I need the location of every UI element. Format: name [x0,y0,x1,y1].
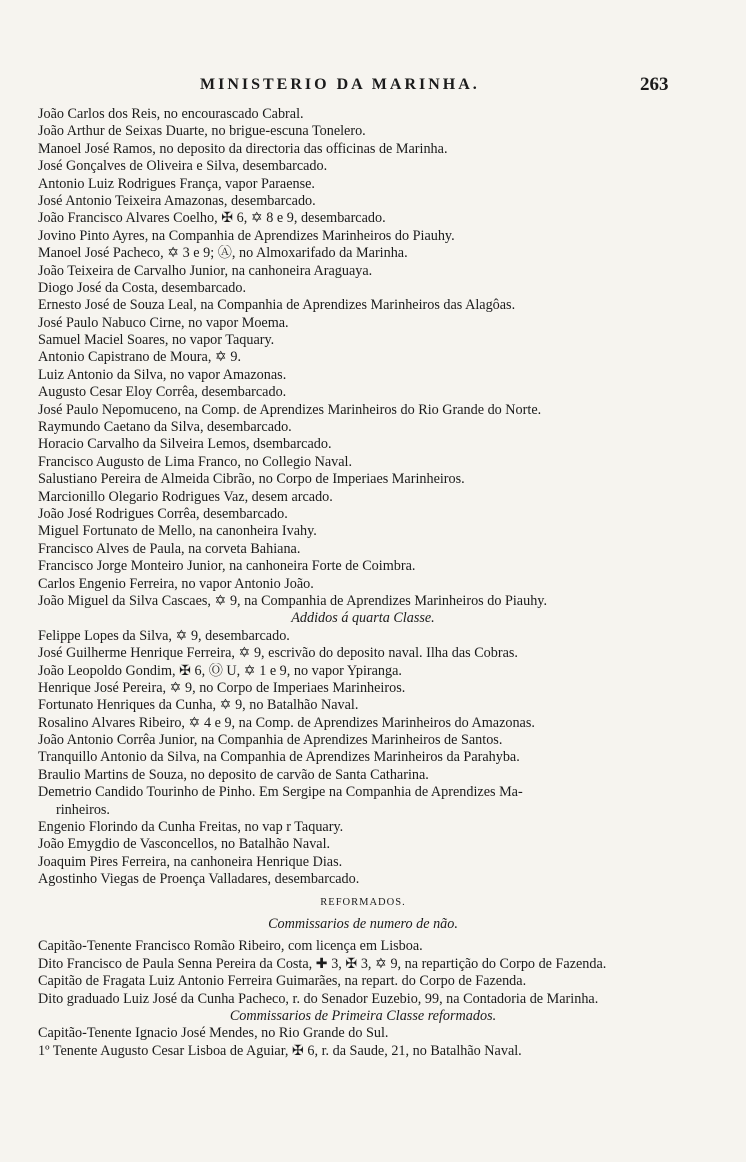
list-item: Capitão-Tenente Ignacio José Mendes, no Rio Grande do Sul. [38,1025,389,1042]
list-item: Raymundo Caetano da Silva, desembarcado. [38,419,292,436]
list-item: Dito Francisco de Paula Senna Pereira da Costa, ✚ 3, ✠ 3, ✡ 9, na repartição do Corpo de Fazenda. [38,955,607,972]
list-item: José Paulo Nabuco Cirne, no vapor Moema. [38,314,289,331]
list-item: Manoel José Pacheco, ✡ 3 e 9; Ⓐ, no Almoxarifado da Marinha. [38,245,408,262]
list-item: Capitão de Fragata Luiz Antonio Ferreira Guimarães, na repart. do Corpo de Fazenda. [38,973,527,990]
list-item: Antonio Luiz Rodrigues França, vapor Paraense. [38,175,315,192]
list-item: Samuel Maciel Soares, no vapor Taquary. [38,332,275,349]
list-item: João Antonio Corrêa Junior, na Companhia de Aprendizes Marinheiros de Santos. [38,732,503,749]
list-item: Luiz Antonio da Silva, no vapor Amazonas. [38,366,287,383]
list-item: Francisco Alves de Paula, na corveta Bahiana. [38,540,301,557]
list-item: Manoel José Ramos, no deposito da directoria das officinas de Marinha. [38,140,448,157]
section-heading-primeira-classe: Commissarios de Primeira Classe reformados. [229,1007,497,1024]
officer-list-primeira-classe [38,1025,688,1060]
list-item: Francisco Jorge Monteiro Junior, na canhoneira Forte de Coimbra. [38,558,416,575]
section-heading-commissarios: Commissarios de numero de não. [268,915,458,932]
list-item: Augusto Cesar Eloy Corrêa, desembarcado. [38,384,287,401]
list-item: Braulio Martins de Souza, no deposito de carvão de Santa Catharina. [38,766,429,783]
list-item: Engenio Florindo da Cunha Freitas, no vap r Taquary. [38,819,344,836]
list-item: Dito graduado Luiz José da Cunha Pacheco, r. do Senador Euzebio, 99, na Contadoria de Marinha. [38,990,599,1007]
page-title: MINISTERIO DA MARINHA. [200,76,480,93]
list-item: Antonio Capistrano de Moura, ✡ 9. [38,349,241,366]
section-heading-reformados: REFORMADOS. [320,896,406,908]
list-item: Miguel Fortunato de Mello, na canonheira Ivahy. [38,523,317,540]
list-item: Francisco Augusto de Lima Franco, no Collegio Naval. [38,453,353,470]
page-number: 263 [640,74,669,95]
list-item: Tranquillo Antonio da Silva, na Companhia de Aprendizes Marinheiros da Parahyba. [38,749,520,766]
list-item: Capitão-Tenente Francisco Romão Ribeiro, com licença em Lisboa. [38,938,423,955]
list-item: Carlos Engenio Ferreira, no vapor Antonio João. [38,575,314,592]
officer-list-main [38,106,688,610]
list-item: José Paulo Nepomuceno, na Comp. de Aprendizes Marinheiros do Rio Grande do Norte. [38,401,542,418]
page-header [0,74,746,100]
list-item: José Antonio Teixeira Amazonas, desembarcado. [38,192,316,209]
list-item: João Emygdio de Vasconcellos, no Batalhão Naval. [38,836,331,853]
list-item: Joaquim Pires Ferreira, na canhoneira Henrique Dias. [38,853,343,870]
list-item: Marcionillo Olegario Rodrigues Vaz, desem arcado. [38,488,333,505]
list-item: João Teixeira de Carvalho Junior, na canhoneira Araguaya. [38,262,373,279]
list-item: Diogo José da Costa, desembarcado. [38,279,247,296]
list-item: Fortunato Henriques da Cunha, ✡ 9, no Batalhão Naval. [38,697,359,714]
list-item: Ernesto José de Souza Leal, na Companhia de Aprendizes Marinheiros das Alagôas. [38,297,516,314]
list-item: Felippe Lopes da Silva, ✡ 9, desembarcado. [38,627,290,644]
list-item: 1º Tenente Augusto Cesar Lisboa de Aguiar, ✠ 6, r. da Saude, 21, no Batalhão Naval. [38,1042,522,1059]
list-item: João Francisco Alvares Coelho, ✠ 6, ✡ 8 e 9, desembarcado. [38,210,386,227]
officer-list-addidos [38,628,688,889]
list-item: João Miguel da Silva Cascaes, ✡ 9, na Companhia de Aprendizes Marinheiros do Piauhy. [38,592,548,609]
officer-list-reformados [38,938,688,1008]
page-body [38,106,688,1060]
list-item: José Guilherme Henrique Ferreira, ✡ 9, escrivão do deposito naval. Ilha das Cobras. [38,645,518,662]
list-item: João Leopoldo Gondim, ✠ 6, Ⓞ U, ✡ 1 e 9, no vapor Ypiranga. [38,662,402,679]
list-item: Salustiano Pereira de Almeida Cibrão, no Corpo de Imperiaes Marinheiros. [38,471,465,488]
list-item: João Carlos dos Reis, no encourascado Cabral. [38,106,304,122]
list-item-continuation: rinheiros. [56,801,110,818]
list-item: Henrique José Pereira, ✡ 9, no Corpo de Imperiaes Marinheiros. [38,679,406,696]
section-heading-addidos: Addidos á quarta Classe. [291,610,435,627]
list-item: João Arthur de Seixas Duarte, no brigue-escuna Tonelero. [38,123,366,140]
list-item: José Gonçalves de Oliveira e Silva, desembarcado. [38,158,328,175]
list-item: João José Rodrigues Corrêa, desembarcado. [38,505,288,522]
list-item: Jovino Pinto Ayres, na Companhia de Aprendizes Marinheiros do Piauhy. [38,227,455,244]
list-item: Rosalino Alvares Ribeiro, ✡ 4 e 9, na Comp. de Aprendizes Marinheiros do Amazonas. [38,714,535,731]
list-item: Horacio Carvalho da Silveira Lemos, dsembarcado. [38,436,332,453]
list-item: Agostinho Viegas de Proença Valladares, desembarcado. [38,871,360,888]
list-item: Demetrio Candido Tourinho de Pinho. Em Sergipe na Companhia de Aprendizes Ma- [38,784,523,801]
